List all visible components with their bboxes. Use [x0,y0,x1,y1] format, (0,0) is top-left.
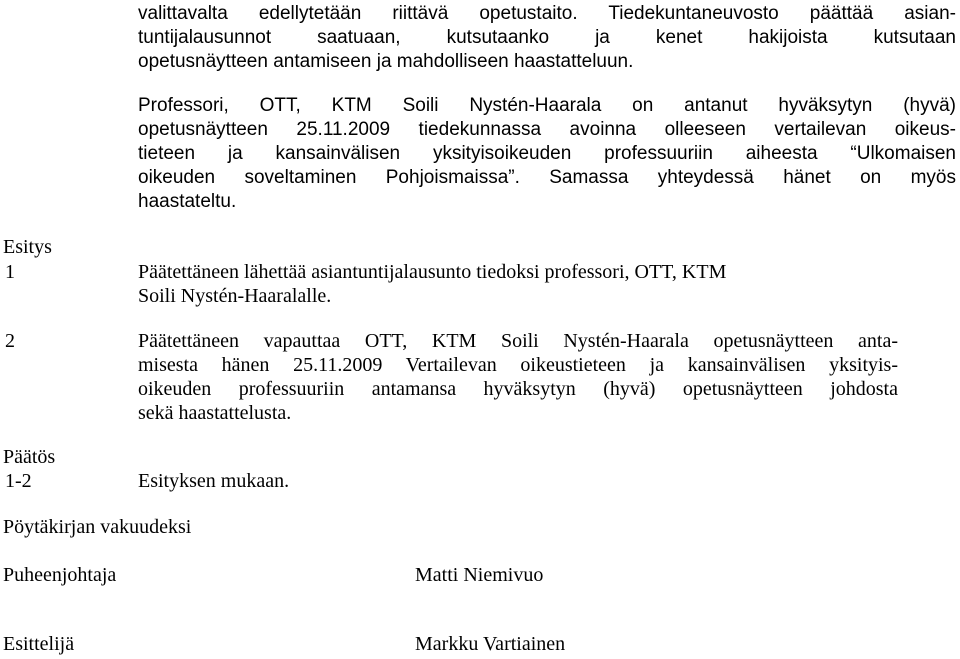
esitys-item-2 [138,329,898,425]
professor-line-1: Professori, OTT, KTM Soili Nystén-Haarala on antanut hyväksytyn (hyvä) [138,95,956,116]
signature-name-presenter: Markku Vartiainen [415,633,566,655]
professor-line-5: haastateltu. [138,191,237,212]
esitys-item-2-line-1: Päätettäneen vapauttaa OTT, KTM Soili Nystén-Haarala opetusnäytteen anta- [138,330,898,352]
paatos-heading: Päätös [3,446,56,468]
intro-line-1: valittavalta edellytetään riittävä opetustaito. Tiedekuntaneuvosto päättää asian- [138,3,956,24]
signature-role-chair: Puheenjohtaja [3,564,117,586]
professor-line-3: tieteen ja kansainvälisen yksityisoikeuden professuuriin aiheesta “Ulkomaisen [138,143,956,164]
signatures-heading: Pöytäkirjan vakuudeksi [3,516,192,538]
esitys-item-1-number: 1 [5,261,15,283]
signature-name-chair: Matti Niemivuo [415,564,544,586]
paatos-text: Esityksen mukaan. [138,470,290,492]
paatos-number: 1-2 [5,470,32,492]
professor-line-2: opetusnäytteen 25.11.2009 tiedekunnassa avoinna olleeseen vertailevan oikeus- [138,119,956,140]
esitys-item-1 [138,260,898,308]
esitys-heading: Esitys [3,236,52,258]
esitys-item-2-line-3: oikeuden professuuriin antamansa hyväksytyn (hyvä) opetusnäytteen johdosta [138,378,898,400]
intro-paragraph [138,2,956,74]
esitys-item-2-line-4: sekä haastattelusta. [138,402,292,424]
intro-line-3: opetusnäytteen antamiseen ja mahdolliseen haastatteluun. [138,51,634,72]
professor-paragraph [138,94,956,214]
esitys-item-1-line-1: Päätettäneen lähettää asiantuntijalausunto tiedoksi professori, OTT, KTM [138,261,727,283]
esitys-item-1-line-2: Soili Nystén-Haaralalle. [138,285,332,307]
professor-line-4: oikeuden soveltaminen Pohjoismaissa”. Samassa yhteydessä hänet on myös [138,167,956,188]
signature-role-presenter: Esittelijä [3,633,75,655]
esitys-item-2-line-2: misesta hänen 25.11.2009 Vertailevan oikeustieteen ja kansainvälisen yksityis- [138,354,898,376]
intro-line-2: tuntijalausunnot saatuaan, kutsutaanko ja kenet hakijoista kutsutaan [138,27,956,48]
esitys-item-2-number: 2 [5,330,15,352]
